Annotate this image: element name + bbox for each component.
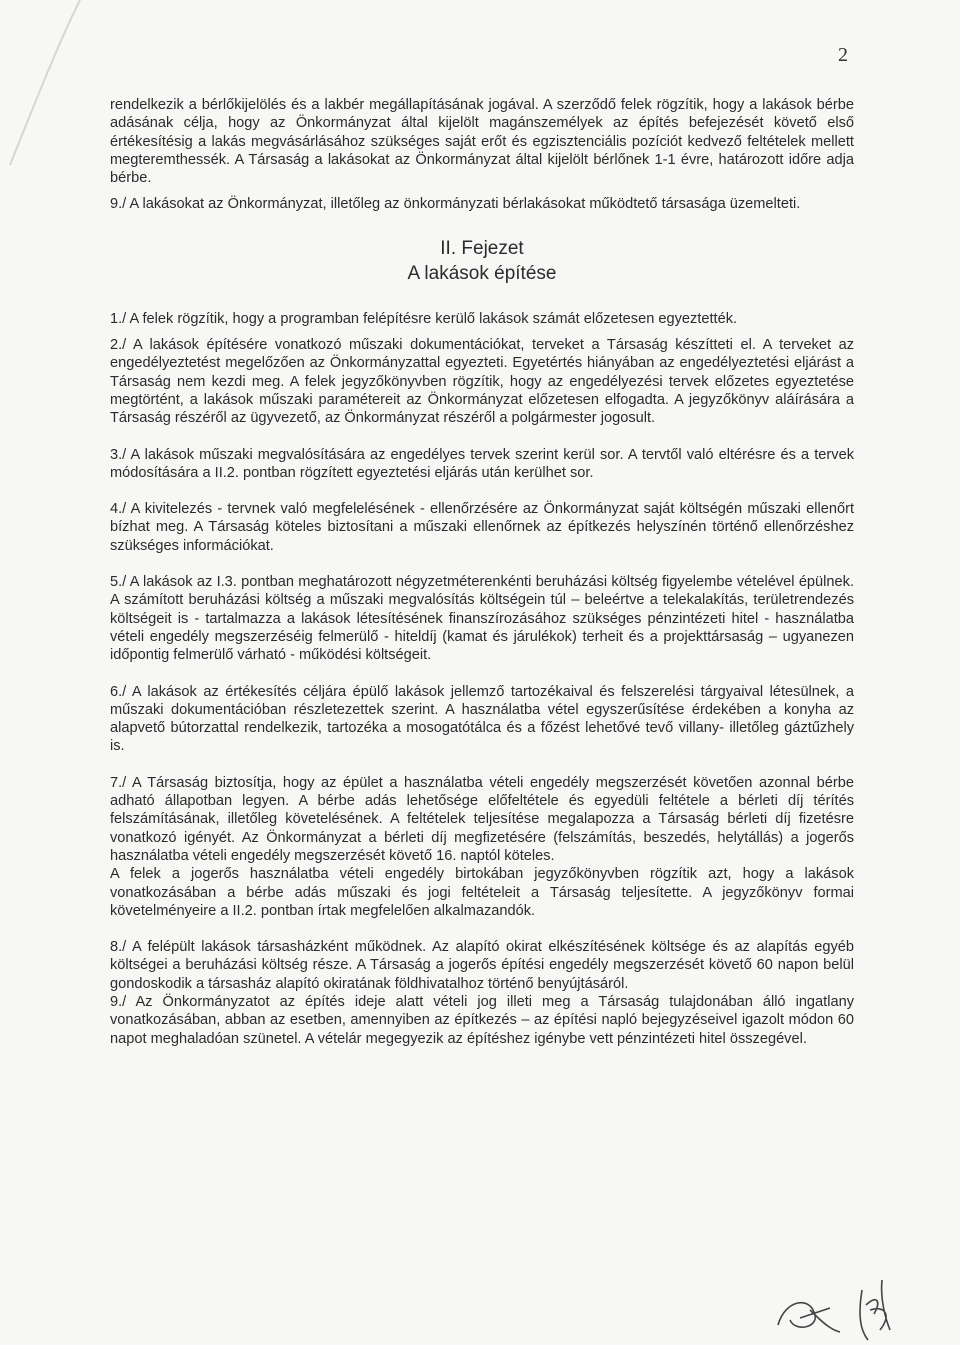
paragraph-8: 8./ A felépült lakások társasházként működnek. Az alapító okirat elkészítésének költsége és az alapítás egyéb költségei a beruházási költség része. A Társaság a jogerős építési engedély megszerzését követő 60 napon belül gondoskodik a társasház alapító okiratának földhivatalhoz történő benyújtásáról. bbox=[110, 939, 854, 992]
page-number: 2 bbox=[838, 44, 848, 66]
paragraph-9-purchase-right: 9./ Az Önkormányzatot az építés ideje alatt vételi jog illeti meg a Társaság tulajdonában álló ingatlany vonatkozásában, abban az esetben, amennyiben az építkezés – az építési napló bejegyzéseivel igazolt módon 60 napot meghaladóan szünetel. A vételár megegyezik az építéshez igénybe vett pénzintézeti hitel összegével. bbox=[110, 993, 854, 1047]
document-body bbox=[110, 96, 854, 1048]
paragraph-2: 2./ A lakások építésére vonatkozó műszaki dokumentációkat, terveket a Társaság készítteti el. A terveket az engedélyeztetést megelőzően az Önkormányzattal egyezteti. Egyetértés hiányában az engedélyeztetési eljárást a Társaság nem kezdi meg. A felek jegyzőkönyvben rögzítik, hogy az engedélyezési tervek előzetes egyeztetése megtörtént, a lakások műszaki paramétereit az Önkormányzat előzetesen elfogadta. A jegyzőkönyv aláírására a Társaság részéről az ügyvezető, az Önkormányzat részéről a polgármester jogosult. bbox=[110, 337, 854, 427]
paragraph-7: 7./ A Társaság biztosítja, hogy az épület a használatba vételi engedély megszerzését követően azonnal bérbe adható állapotban legyen. A bérbe adás lehetősége előfeltétele és egyedüli feltétele a bérleti díj térítés felszámításának, illetőleg követelésének. A feltételek teljesítése megalapozza a Társaság bérleti díj fizetésre vonatkozó igényét. Az Önkormányzat a bérleti díj megfizetésére (felszámítás, beszedés, helytállás) a jogerős használatba vételi engedély megszerzését követő 16. naptól köteles. bbox=[110, 774, 854, 864]
paragraph-4: 4./ A kivitelezés - tervnek való megfelelésének - ellenőrzésére az Önkormányzat saját költségén műszaki ellenőrt bízhat meg. A Társaság köteles biztosítani a műszaki ellenőrnek az építkezés helyszínén történő ellenőrzéshez szükséges információkat. bbox=[110, 501, 854, 554]
scan-edge-mark bbox=[0, 0, 120, 170]
paragraph-7-protocol: A felek a jogerős használatba vételi engedély birtokában jegyzőkönyvben rögzítik azt, hogy a lakások vonatkozásában a bérbe adás műszaki és jogi feltételeit a Társaság teljesítette. A jegyzőkönyv formai követelményeire a II.2. pontban írtak megfelelően alkalmazandók. bbox=[110, 866, 854, 919]
chapter-heading bbox=[110, 236, 854, 286]
paragraph-1: 1./ A felek rögzítik, hogy a programban felépítésre kerülő lakások számát előzetesen egyeztették. bbox=[110, 310, 738, 327]
chapter-title: A lakások építése bbox=[407, 262, 557, 284]
paragraph-9-operation: 9./ A lakásokat az Önkormányzat, illetőleg az önkormányzati bérlakásokat működtető társasága üzemelteti. bbox=[110, 196, 801, 213]
handwritten-initials-signature bbox=[770, 1270, 910, 1345]
paragraph-3: 3./ A lakások műszaki megvalósítására az engedélyes tervek szerint kerül sor. A tervtől való eltérésre és a tervek módosítására a II.2. pontban rögzített egyeztetési eljárás után kerülhet sor. bbox=[110, 446, 854, 481]
chapter-number: II. Fejezet bbox=[440, 237, 524, 259]
paragraph-intro: rendelkezik a bérlőkijelölés és a lakbér megállapításának jogával. A szerződő felek rögzítik, hogy a lakások bérbe adásának célja, hogy az Önkormányzat által kijelölt magánszemélyek az építés befejezését követő első értékesítésig a lakás megvásárlásához szükséges saját erőt és egzisztenciális pozíciót kedvező feltételek mellett megteremthessék. A Társaság a lakásokat az Önkormányzat által kijelölt bérlőnek 1-1 évre, határozott időre adja bérbe. bbox=[110, 97, 854, 187]
paragraph-5: 5./ A lakások az I.3. pontban meghatározott négyzetméterenkénti beruházási költség figyelembe vételével épülnek. A számított beruházási költség a műszaki megvalósítás költségein túl – beleértve a telekalakítás, területrendezés költségeit is - tartalmazza a lakások létesítésének finanszírozásához szükséges pénzintézeti hitel - használatba vételi engedély megszerzéséig felmerülő - hiteldíj (kamat és járulékok) terheit és a projekttársaság – ugyanezen időpontig felmerülő várható - működési költségeit. bbox=[110, 574, 854, 664]
paragraph-6: 6./ A lakások az értékesítés céljára épülő lakások jellemző tartozékaival és felszerelési tárgyaival létesülnek, a műszaki dokumentációban részletezettek szerint. A használatba vétel egyszerűsítése érdekében a konyha az alapvető bútorzattal rendelkezik, tartozéka a mosogatótálca és a főzést lehetővé tevő villany- illetőleg gáztűzhely is. bbox=[110, 683, 854, 755]
